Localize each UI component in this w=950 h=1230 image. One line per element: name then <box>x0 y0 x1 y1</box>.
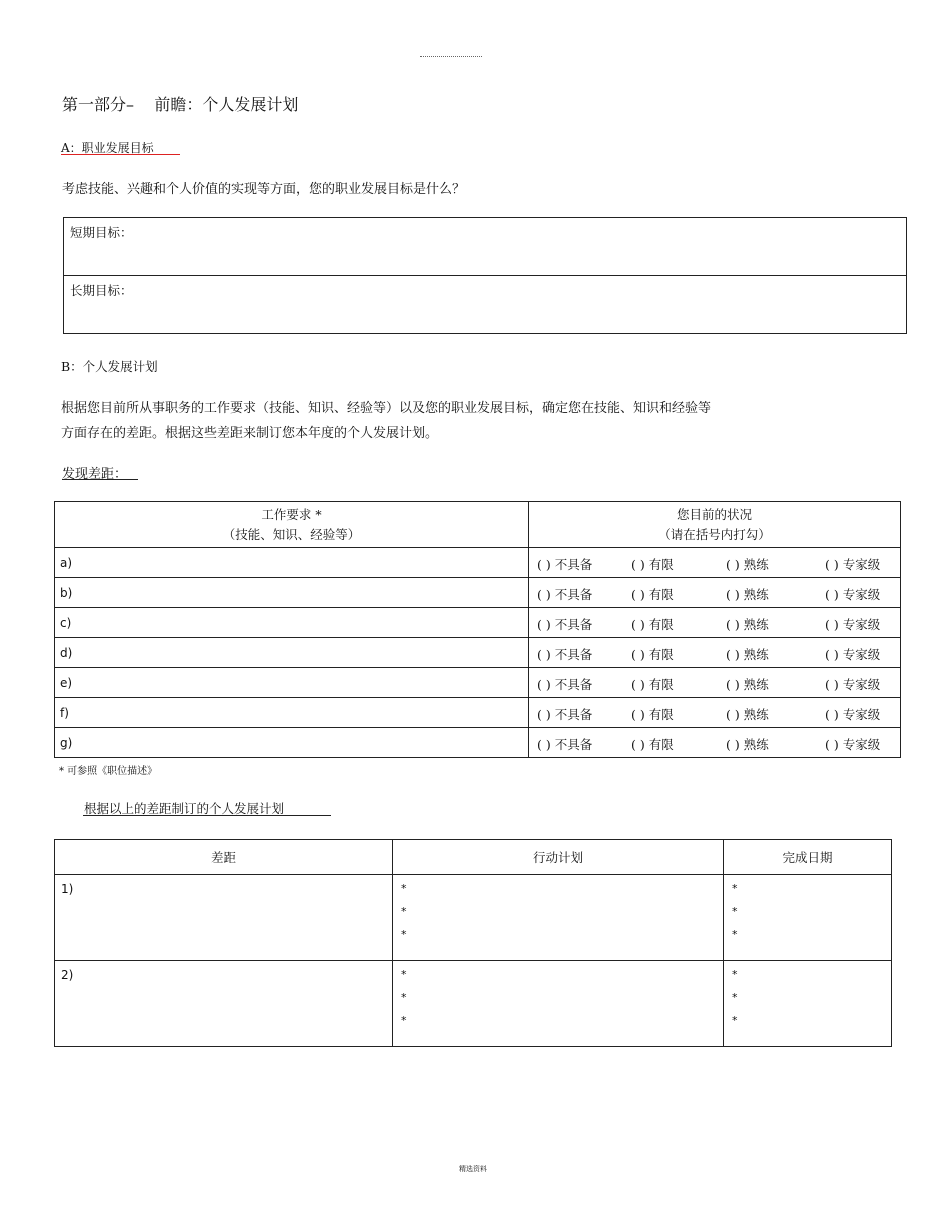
bullet: * <box>732 991 738 1004</box>
option-proficient[interactable]: ( ) 熟练 <box>726 707 769 722</box>
current-status-header-line1: 您目前的状况 <box>676 506 752 522</box>
option-limited[interactable]: ( ) 有限 <box>631 707 674 722</box>
option-expert[interactable]: ( ) 专家级 <box>825 617 881 632</box>
requirement-cell[interactable] <box>55 638 529 668</box>
long-term-goal-label: 长期目标： <box>70 283 133 298</box>
completion-date-cell[interactable] <box>724 961 892 1047</box>
option-limited[interactable]: ( ) 有限 <box>631 587 674 602</box>
option-expert[interactable]: ( ) 专家级 <box>825 557 881 572</box>
option-proficient[interactable]: ( ) 熟练 <box>726 737 769 752</box>
option-none[interactable]: ( ) 不具备 <box>537 647 593 662</box>
row-label: g) <box>60 735 73 750</box>
option-limited[interactable]: ( ) 有限 <box>631 677 674 692</box>
gap-heading: 发现差距： <box>62 467 128 482</box>
status-cell <box>529 578 901 608</box>
row-number: 1) <box>61 882 74 896</box>
table-row <box>55 698 901 728</box>
status-cell <box>529 608 901 638</box>
short-term-goal-label: 短期目标： <box>70 225 133 240</box>
table-row <box>55 875 892 961</box>
bullet: * <box>732 928 738 941</box>
page-footer: 精选资料 <box>459 1165 487 1173</box>
short-term-goal-field[interactable] <box>64 218 906 276</box>
footnote: * 可参照《职位描述》 <box>59 766 158 777</box>
action-plan-cell[interactable] <box>393 875 724 961</box>
bullet: * <box>732 968 738 981</box>
row-label: f) <box>60 705 69 720</box>
plan-table <box>54 839 892 1047</box>
option-expert[interactable]: ( ) 专家级 <box>825 707 881 722</box>
job-requirement-header-line2: （技能、知识、经验等） <box>222 526 361 542</box>
table-row <box>55 578 901 608</box>
plan-heading-underline <box>83 815 331 816</box>
requirement-cell[interactable] <box>55 698 529 728</box>
option-proficient[interactable]: ( ) 熟练 <box>726 587 769 602</box>
career-goal-question: 考虑技能、兴趣和个人价值的实现等方面，您的职业发展目标是什么？ <box>62 182 466 197</box>
section-a-underline <box>61 154 180 155</box>
requirement-cell[interactable] <box>55 578 529 608</box>
completion-date-column-header: 完成日期 <box>724 840 892 875</box>
option-proficient[interactable]: ( ) 熟练 <box>726 557 769 572</box>
table-row <box>55 638 901 668</box>
status-cell <box>529 638 901 668</box>
gap-cell[interactable] <box>55 961 393 1047</box>
instructions-paragraph <box>61 396 821 446</box>
plan-heading: 根据以上的差距制订的个人发展计划 <box>84 801 285 816</box>
status-cell <box>529 728 901 758</box>
status-cell <box>529 668 901 698</box>
action-plan-cell[interactable] <box>393 961 724 1047</box>
table-row <box>55 728 901 758</box>
section-b-heading: B：个人发展计划 <box>61 359 158 374</box>
status-cell <box>529 548 901 578</box>
option-expert[interactable]: ( ) 专家级 <box>825 587 881 602</box>
option-limited[interactable]: ( ) 有限 <box>631 557 674 572</box>
gap-table-header <box>55 502 901 548</box>
row-number: 2) <box>61 968 74 982</box>
option-none[interactable]: ( ) 不具备 <box>537 617 593 632</box>
requirement-cell[interactable] <box>55 728 529 758</box>
option-proficient[interactable]: ( ) 熟练 <box>726 617 769 632</box>
bullet: * <box>732 1014 738 1027</box>
option-none[interactable]: ( ) 不具备 <box>537 677 593 692</box>
page-title: 第一部分– 前瞻：个人发展计划 <box>62 95 299 114</box>
action-plan-column-header: 行动计划 <box>393 840 724 875</box>
bullet: * <box>401 991 407 1004</box>
header-dotted-line <box>420 56 482 57</box>
job-requirement-header-line1: 工作要求 * <box>261 506 322 522</box>
table-row <box>55 548 901 578</box>
row-label: d) <box>60 645 73 660</box>
requirement-cell[interactable] <box>55 548 529 578</box>
instructions-line-1: 根据您目前所从事职务的工作要求（技能、知识、经验等）以及您的职业发展目标，确定您在技能、知识和经验等 <box>61 401 712 416</box>
option-limited[interactable]: ( ) 有限 <box>631 737 674 752</box>
table-row <box>55 961 892 1047</box>
gap-column-header: 差距 <box>55 840 393 875</box>
option-none[interactable]: ( ) 不具备 <box>537 557 593 572</box>
bullet: * <box>401 882 407 895</box>
option-proficient[interactable]: ( ) 熟练 <box>726 677 769 692</box>
goals-box <box>63 217 907 334</box>
bullet: * <box>401 928 407 941</box>
option-expert[interactable]: ( ) 专家级 <box>825 737 881 752</box>
instructions-line-2: 方面存在的差距。根据这些差距来制订您本年度的个人发展计划。 <box>61 426 439 441</box>
option-proficient[interactable]: ( ) 熟练 <box>726 647 769 662</box>
requirement-cell[interactable] <box>55 668 529 698</box>
option-limited[interactable]: ( ) 有限 <box>631 647 674 662</box>
option-expert[interactable]: ( ) 专家级 <box>825 647 881 662</box>
bullet: * <box>401 905 407 918</box>
table-row <box>55 608 901 638</box>
option-limited[interactable]: ( ) 有限 <box>631 617 674 632</box>
requirement-cell[interactable] <box>55 608 529 638</box>
job-requirement-header <box>55 502 529 548</box>
bullet: * <box>401 968 407 981</box>
option-none[interactable]: ( ) 不具备 <box>537 737 593 752</box>
gap-table <box>54 501 901 758</box>
row-label: b) <box>60 585 73 600</box>
gap-heading-underline <box>62 479 138 480</box>
bullet: * <box>401 1014 407 1027</box>
option-expert[interactable]: ( ) 专家级 <box>825 677 881 692</box>
completion-date-cell[interactable] <box>724 875 892 961</box>
option-none[interactable]: ( ) 不具备 <box>537 707 593 722</box>
current-status-header-line2: （请在括号内打勾） <box>658 526 771 542</box>
plan-table-header <box>55 840 892 875</box>
bullet: * <box>732 905 738 918</box>
current-status-header <box>529 502 901 548</box>
status-cell <box>529 698 901 728</box>
option-none[interactable]: ( ) 不具备 <box>537 587 593 602</box>
row-label: c) <box>60 615 72 630</box>
section-a-heading: A：职业发展目标 <box>61 141 154 155</box>
row-label: e) <box>60 675 73 690</box>
long-term-goal-field[interactable] <box>64 276 906 334</box>
gap-cell[interactable] <box>55 875 393 961</box>
bullet: * <box>732 882 738 895</box>
table-row <box>55 668 901 698</box>
row-label: a) <box>60 555 73 570</box>
